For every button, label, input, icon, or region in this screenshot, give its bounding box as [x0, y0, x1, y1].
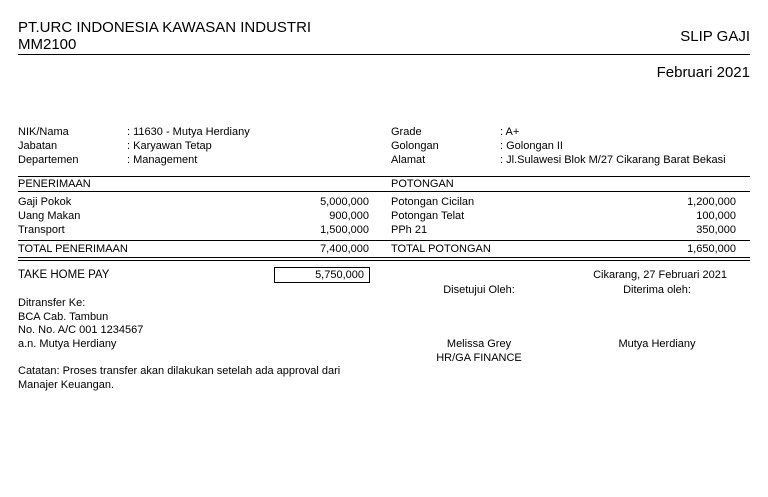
note-line-1: Catatan: Proses transfer akan dilakukan setelah ada approval dari: [18, 365, 341, 377]
dept-value: : Management: [127, 154, 198, 166]
received-label: Diterima oleh:: [623, 284, 691, 296]
period: Februari 2021: [656, 64, 750, 81]
transfer-account: No. No. A/C 001 1234567: [18, 324, 144, 336]
penerimaan-item-amount: 900,000: [329, 210, 369, 222]
total-penerimaan-label: TOTAL PENERIMAAN: [18, 243, 128, 255]
approved-label: Disetujui Oleh:: [443, 284, 515, 296]
dept-label: Departemen: [18, 154, 79, 166]
nik-value: : 11630 - Mutya Herdiany: [127, 126, 250, 138]
take-home-box: [274, 267, 370, 283]
penerimaan-item-amount: 1,500,000: [320, 224, 369, 236]
potongan-header: POTONGAN: [391, 178, 454, 190]
totals-bottom-line-2: [18, 260, 750, 261]
transfer-bank: BCA Cab. Tambun: [18, 311, 109, 323]
approver-title: HR/GA FINANCE: [436, 352, 522, 364]
golongan-value: : Golongan II: [500, 140, 563, 152]
nik-label: NIK/Nama: [18, 126, 69, 138]
penerimaan-item-amount: 5,000,000: [320, 196, 369, 208]
totals-bottom-line-1: [18, 257, 750, 258]
potongan-item-label: Potongan Telat: [391, 210, 465, 222]
approver-name: Melissa Grey: [446, 338, 512, 350]
receiver-name: Mutya Herdiany: [618, 338, 696, 350]
alamat-value: : Jl.Sulawesi Blok M/27 Cikarang Barat Bekasi: [500, 154, 726, 166]
company-name: PT.URC INDONESIA KAWASAN INDUSTRI: [18, 19, 312, 36]
total-penerimaan-amount: 7,400,000: [320, 243, 369, 255]
penerimaan-item-label: Gaji Pokok: [18, 196, 72, 208]
section-header-line: [18, 191, 750, 192]
take-home-label: TAKE HOME PAY: [18, 269, 110, 281]
penerimaan-header: PENERIMAAN: [18, 178, 91, 190]
jabatan-label: Jabatan: [18, 140, 58, 152]
golongan-label: Golongan: [391, 140, 439, 152]
potongan-item-label: PPh 21: [391, 224, 428, 236]
potongan-item-label: Potongan Cicilan: [391, 196, 475, 208]
transfer-account-name: a.n. Mutya Herdiany: [18, 338, 117, 350]
section-top-line: [18, 176, 750, 177]
place-date: Cikarang, 27 Februari 2021: [593, 269, 727, 281]
penerimaan-item-label: Uang Makan: [18, 210, 81, 222]
header-divider: [18, 54, 750, 55]
slip-title: SLIP GAJI: [680, 28, 750, 45]
potongan-item-amount: 1,200,000: [687, 196, 736, 208]
grade-label: Grade: [391, 126, 422, 138]
total-potongan-label: TOTAL POTONGAN: [391, 243, 491, 255]
potongan-item-amount: 100,000: [696, 210, 736, 222]
take-home-amount: 5,750,000: [315, 269, 364, 281]
total-potongan-amount: 1,650,000: [687, 243, 736, 255]
company-code: MM2100: [18, 36, 77, 53]
penerimaan-item-label: Transport: [18, 224, 65, 236]
note-line-2: Manajer Keuangan.: [18, 379, 115, 391]
potongan-item-amount: 350,000: [696, 224, 736, 236]
transfer-line: Ditransfer Ke:: [18, 297, 86, 309]
totals-top-line: [18, 240, 750, 241]
grade-value: : A+: [500, 126, 520, 138]
alamat-label: Alamat: [391, 154, 426, 166]
jabatan-value: : Karyawan Tetap: [127, 140, 212, 152]
